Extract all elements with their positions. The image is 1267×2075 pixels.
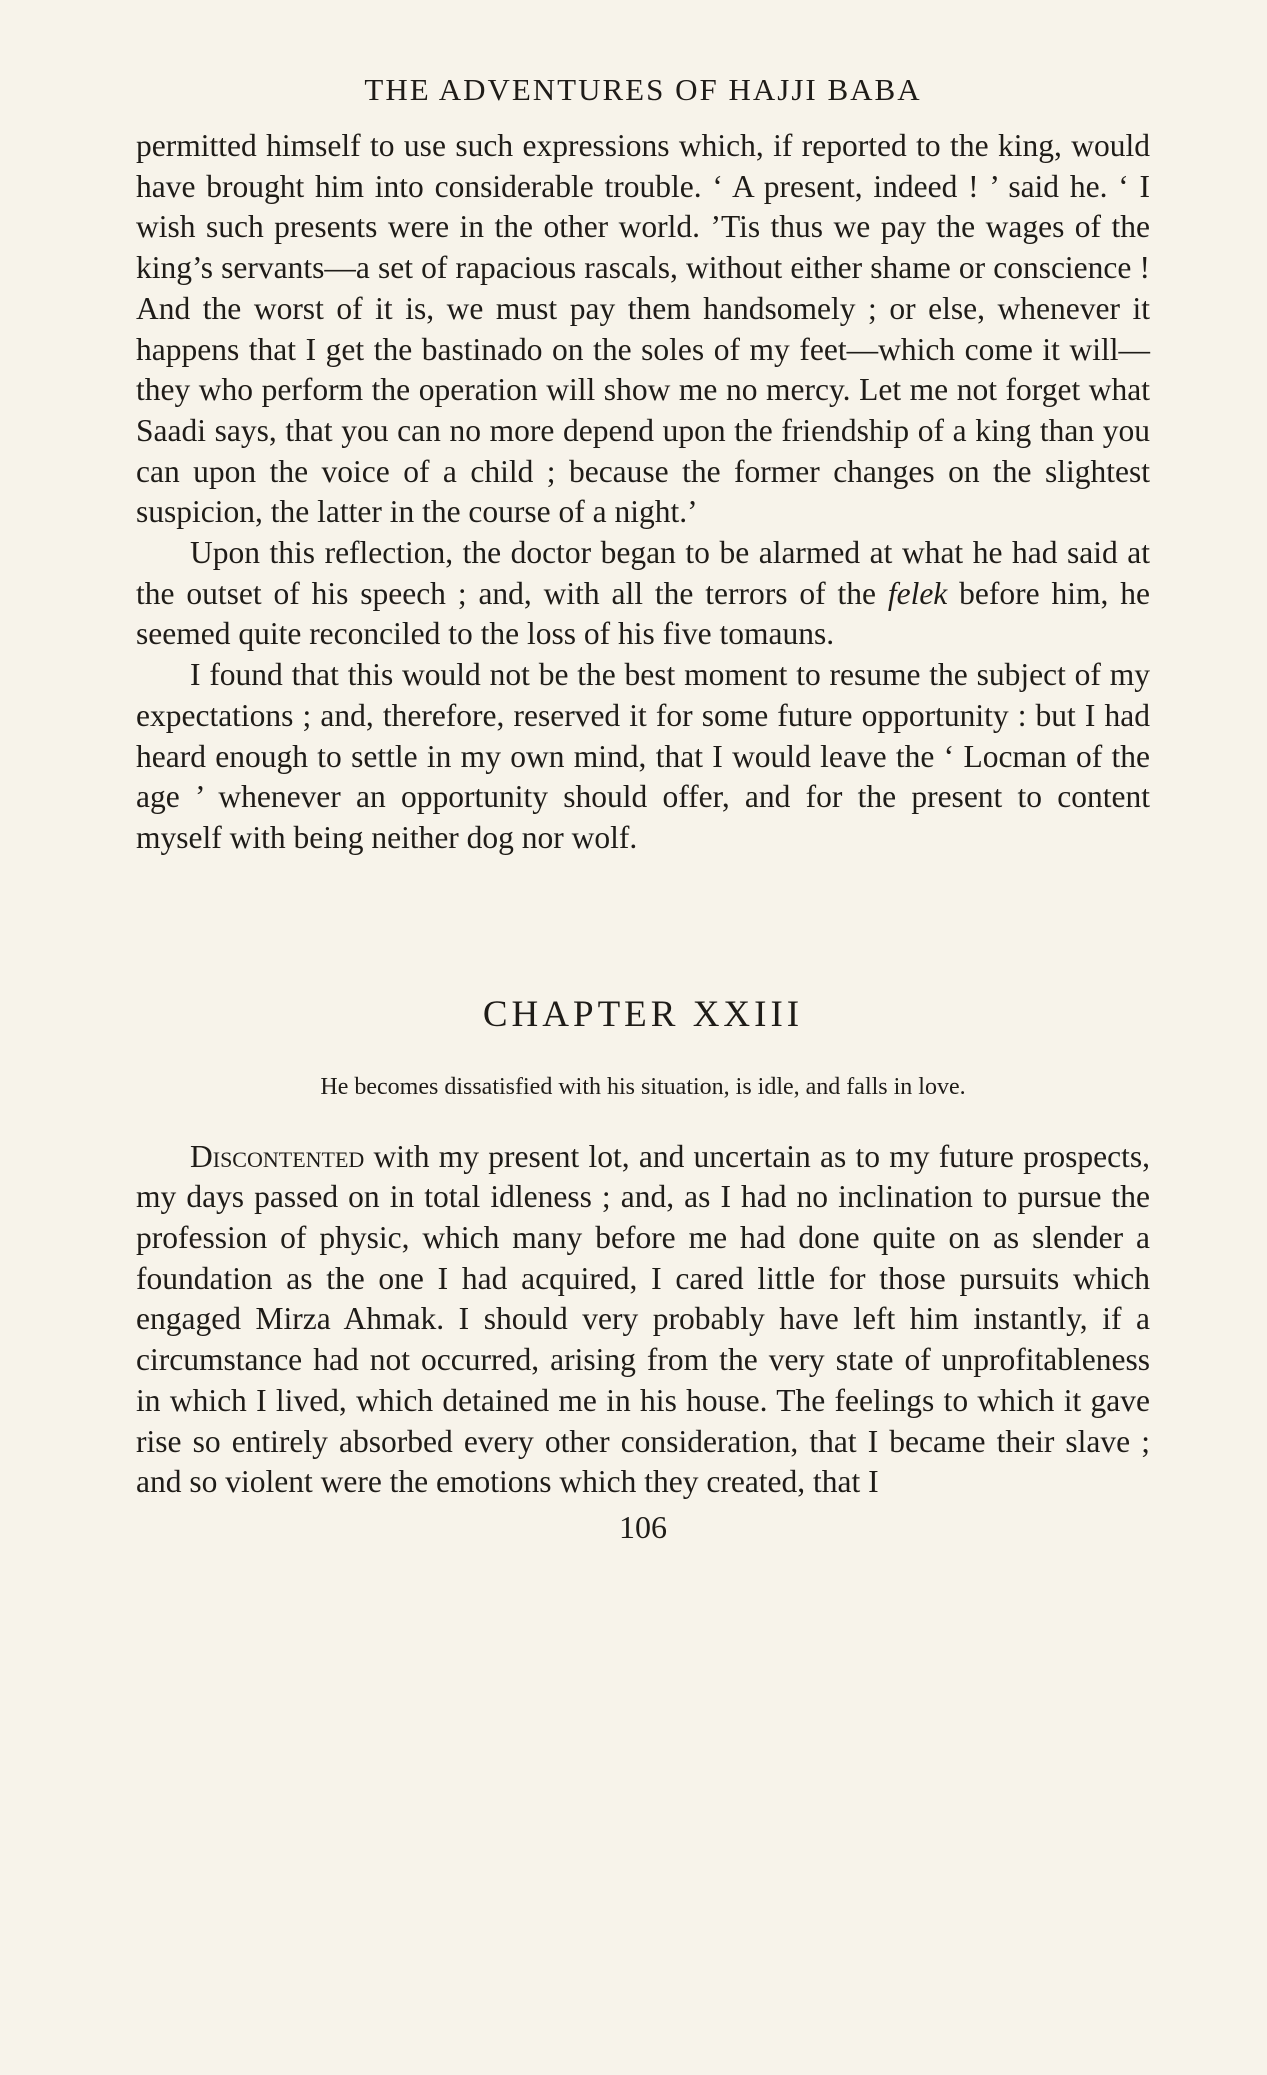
chapter-summary: He becomes dissatisfied with his situation, is idle, and falls in love.: [320, 1073, 966, 1100]
chapter-opening-paragraph: [136, 1137, 1150, 1503]
paragraph-resolution: I found that this would not be the best moment to resume the subject of my expectations ; and, therefore, reserved it for some future opportunity : but I had heard enough to settle in my own mind, that I would leave the ‘ Locman of the age ’ whenever an opportunity should offer, and for the present to content myself with being neither dog nor wolf.: [136, 657, 1150, 855]
italic-term: felek: [887, 575, 948, 611]
running-title: THE ADVENTURES OF HAJJI BABA: [364, 72, 922, 107]
book-page: [136, 72, 1150, 1546]
paragraph-text: before him, he seemed quite reconciled to the loss of his five tomauns.: [136, 575, 1150, 652]
paragraph-text: Upon this reflection, the doctor began to be alarmed at what he had said at the outset of his speech ; and, with all the terrors of the: [136, 535, 1150, 611]
opening-word: Discontented: [190, 1138, 365, 1174]
paragraph-text: with my present lot, and uncertain as to my future prospects, my days passed on in total idleness ; and, as I had no inclination to pursue the profession of physic, which many before me had done quite on as slender a foundation as the one I had acquired, I cared little for those pursuits which engaged Mirza Ahmak. I should very probably have left him instantly, if a circumstance had not occurred, arising from the very state of unprofitableness in which I lived, which detained me in his house. The feelings to which it gave rise so entirely absorbed every other consideration, that I became their slave ; and so violent were the emotions which they created, that I: [136, 1138, 1150, 1500]
page-number: 106: [619, 1508, 667, 1545]
chapter-title: CHAPTER XXIII: [482, 993, 804, 1035]
paragraph-reflection: [136, 533, 1150, 655]
paragraph-continuation: permitted himself to use such expressions which, if reported to the king, would have brought him into considerable trouble. ‘ A present, indeed ! ’ said he. ‘ I wish such presents were in the other world. ’Tis thus we pay the wages of the king’s servants—a set of rapacious rascals, without either shame or conscience ! And the worst of it is, we must pay them handsomely ; or else, whenever it happens that I get the bastinado on the soles of my feet—which come it will—they who perform the operation will show me no mercy. Let me not forget what Saadi says, that you can no more depend upon the friendship of a king than you can upon the voice of a child ; because the former changes on the slightest suspicion, the latter in the course of a night.’: [136, 128, 1150, 530]
